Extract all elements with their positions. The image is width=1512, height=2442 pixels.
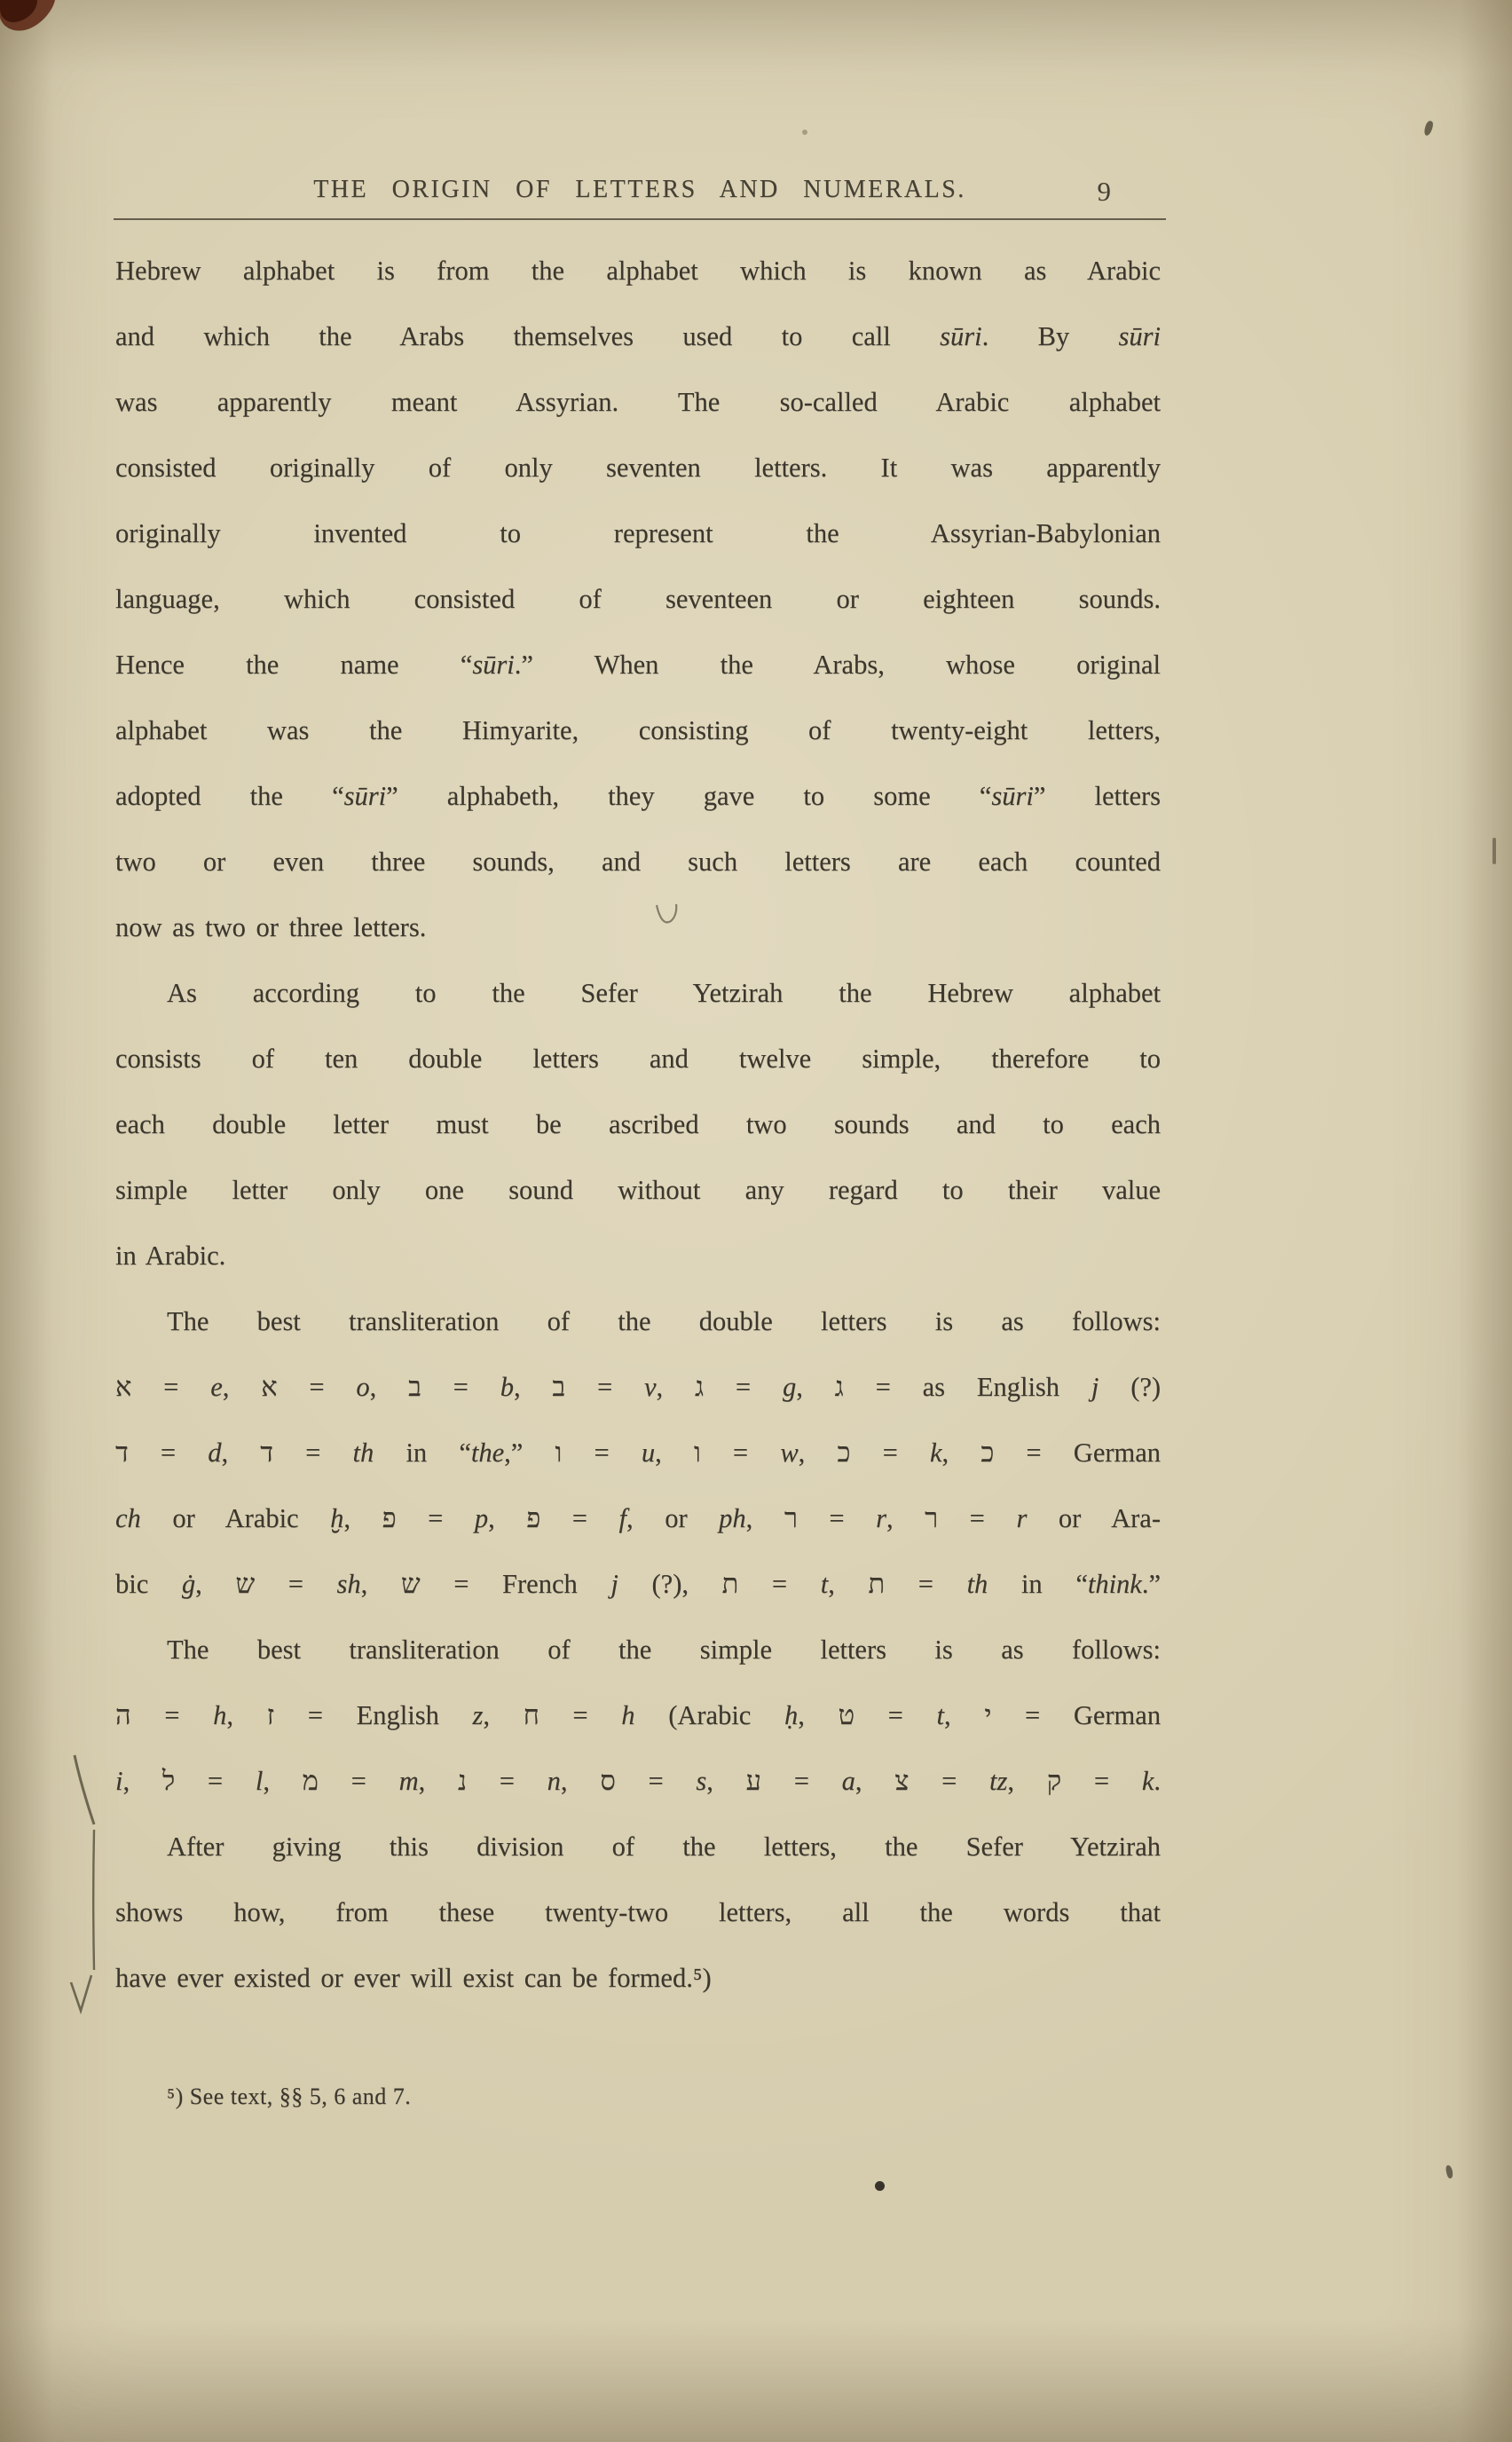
text-line: language, which consisted of seventeen or eighteen sounds. xyxy=(115,584,1161,614)
text-line: ד = d, ד = th in “the,” ו = u, ו = w, כ = k, כ = German xyxy=(115,1438,1162,1468)
text-line: and which the Arabs themselves used to call sūri. By sūri xyxy=(115,321,1161,351)
paragraph-5 xyxy=(115,1814,1161,2011)
page-header xyxy=(114,176,1166,220)
text-line: have ever existed or ever will exist can be formed.⁵) xyxy=(115,1963,712,1993)
text-line: was apparently meant Assyrian. The so-called Arabic alphabet xyxy=(115,387,1161,417)
page-number: 9 xyxy=(1097,176,1111,207)
text-line: i, ל = l, מ = m, נ = n, ס = s, ע = a, צ = tz, ק = k. xyxy=(115,1766,1161,1796)
text-line: The best transliteration of the simple letters is as follows: xyxy=(167,1635,1161,1665)
text-line: ch or Arabic ḫ, פ = p, פ = f, or ph, ר = r, ר = r or Ara- xyxy=(115,1503,1162,1533)
text-line: two or even three sounds, and such letters are each counted xyxy=(115,847,1161,877)
text-line: simple letter only one sound without any regard to their value xyxy=(115,1175,1161,1205)
speck-icon xyxy=(1445,2164,1453,2178)
stray-ink-mark-icon xyxy=(653,900,681,932)
paragraph-1 xyxy=(115,238,1161,960)
margin-pen-mark-icon xyxy=(57,1746,121,2039)
paragraph-3 xyxy=(115,1288,1161,1617)
paragraph-4 xyxy=(115,1617,1161,1814)
speck-icon xyxy=(1492,838,1496,864)
ink-blot-icon xyxy=(0,0,85,75)
text-line: in Arabic. xyxy=(115,1241,226,1271)
text-line: consists of ten double letters and twelve simple, therefore to xyxy=(115,1044,1161,1074)
text-line: ה = h, ז = English z, ח = h (Arabic ḥ, ט = t, י = German xyxy=(115,1700,1162,1730)
text-line: Hence the name “sūri.” When the Arabs, whose original xyxy=(115,650,1161,680)
text-line: After giving this division of the letters, the Sefer Yetzirah xyxy=(167,1832,1161,1862)
text-line: originally invented to represent the Assyrian-Babylonian xyxy=(115,518,1161,548)
speck-icon xyxy=(802,130,807,135)
text-line: each double letter must be ascribed two sounds and to each xyxy=(115,1109,1161,1139)
text-line: adopted the “sūri” alphabeth, they gave to some “sūri” letters xyxy=(115,781,1162,811)
bullet-mark-icon xyxy=(875,2181,885,2191)
text-line: As according to the Sefer Yetzirah the Hebrew alphabet xyxy=(167,978,1161,1008)
text-line: The best transliteration of the double letters is as follows: xyxy=(167,1306,1161,1336)
body-paragraphs xyxy=(115,238,1161,2011)
footnote: ⁵) See text, §§ 5, 6 and 7. xyxy=(167,2084,412,2109)
text-line: shows how, from these twenty-two letters, all the words that xyxy=(115,1897,1161,1927)
header-rule xyxy=(114,218,1166,220)
running-title: THE ORIGIN OF LETTERS AND NUMERALS. xyxy=(313,176,966,203)
text-line: consisted originally of only seventen letters. It was apparently xyxy=(115,453,1161,483)
text-line: alphabet was the Himyarite, consisting of twenty-eight letters, xyxy=(115,715,1161,745)
text-line: now as two or three letters. xyxy=(115,912,427,942)
text-line: bic ġ, ש = sh, ש = French j (?), ת = t, ת = th in “think.” xyxy=(115,1569,1162,1599)
text-line: א = e, א = o, ב = b, ב = v, ג = g, ג = as English j (?) xyxy=(115,1372,1162,1402)
paragraph-2 xyxy=(115,960,1161,1288)
text-line: Hebrew alphabet is from the alphabet which is known as Arabic xyxy=(115,256,1161,286)
speck-icon xyxy=(1423,120,1435,137)
